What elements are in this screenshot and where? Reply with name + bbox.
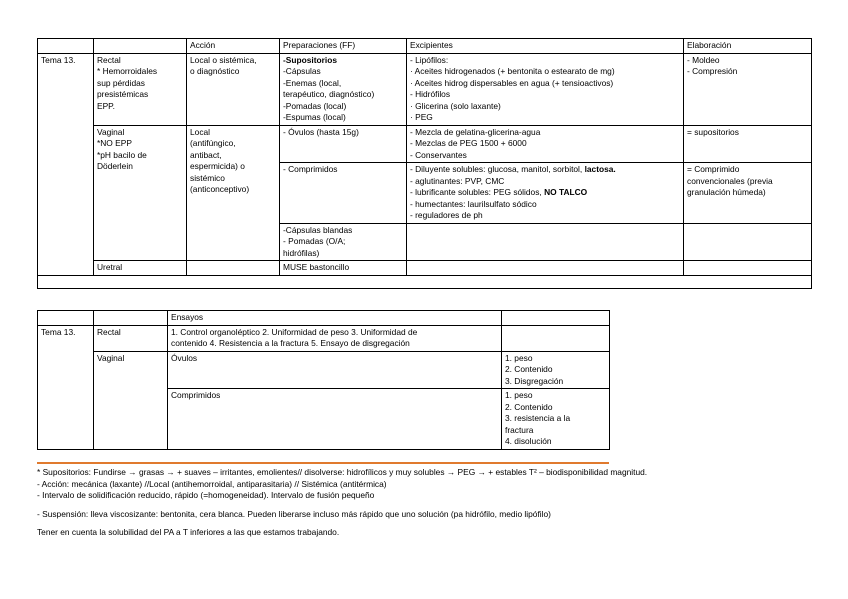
elab-line: convencionales (previa (687, 175, 773, 186)
via-line: * Hemorroidales (97, 66, 158, 76)
prep-line: -Cápsulas (283, 66, 321, 76)
via-line: Vaginal (97, 352, 125, 363)
accion-line: (anticonceptivo) (190, 184, 250, 194)
header-cell (38, 311, 94, 326)
ensayo-item: 3. Disgregación (505, 375, 564, 386)
excipientes-ovulos (407, 125, 684, 163)
header-excipientes: Excipientes (407, 39, 684, 54)
prep-line: -Espumas (local) (283, 112, 346, 122)
ensayos-rectal (168, 325, 502, 351)
exc-line: - reguladores de ph (410, 210, 483, 220)
exc-text: - Diluyente solubles: glucosa, manitol, sorbitol, (410, 164, 585, 174)
ovulos-label-cell (168, 351, 502, 389)
exc-line (410, 164, 680, 176)
table-row-rectal (38, 53, 812, 125)
via-line: Rectal (97, 54, 121, 65)
preparations-table (37, 38, 812, 289)
exc-line: - Mezcla de gelatina-glicerina-agua (410, 126, 541, 137)
prep-ovulos (280, 125, 407, 163)
ensayo-line: contenido 4. Resistencia a la fractura 5. Ensayo de disgregación (171, 338, 410, 348)
ensayo-item: 4. disolución (505, 436, 552, 446)
accion-line: sistémico (190, 172, 225, 183)
table-header-row (38, 311, 610, 326)
elaboracion-uretral (684, 261, 812, 276)
via-line: *NO EPP (97, 138, 132, 148)
exc-bold: lactosa. (584, 164, 616, 174)
elab-line: - Moldeo (687, 54, 720, 65)
ensayo-item: 1. peso (505, 390, 533, 400)
elab-line: - Compresión (687, 66, 738, 76)
prep-line-bold: -Supositorios (283, 54, 337, 65)
spacer-cell (38, 275, 812, 288)
header-accion: Acción (187, 39, 280, 54)
ovulos-items (502, 351, 610, 389)
ensayo-line: 1. Control organoléptico 2. Uniformidad de peso 3. Uniformidad de (171, 326, 418, 337)
comprimidos-label-cell (168, 389, 502, 450)
via-line: *pH bacilo de (97, 149, 147, 160)
exc-line: - Hidrófilos (410, 89, 451, 99)
elaboracion-comprimidos (684, 163, 812, 224)
note-line: - Acción: mecánica (laxante) //Local (antihemorroidal, antiparasitaria) // Sistémica (antitérmica) (37, 478, 387, 489)
via-vaginal (94, 125, 187, 261)
header-cell (94, 39, 187, 54)
accion-uretral (187, 261, 280, 276)
header-cell (94, 311, 168, 326)
accion-line: Local o sistémica, (190, 54, 257, 65)
table-header-row (38, 39, 812, 54)
elaboracion-otros (684, 223, 812, 261)
prep-line: -Enemas (local, (283, 77, 342, 88)
excipientes-otros (407, 223, 684, 261)
via-line: Vaginal (97, 126, 125, 137)
tema-cell (38, 53, 94, 275)
header-preparaciones: Preparaciones (FF) (280, 39, 407, 54)
header-cell (38, 39, 94, 54)
tema-label: Tema 13. (41, 326, 76, 337)
header-elaboracion: Elaboración (684, 39, 812, 54)
ensayo-item: 1. peso (505, 352, 533, 363)
prep-line: -Cápsulas blandas (283, 224, 353, 235)
accion-line: espermicida) o (190, 161, 245, 171)
exc-line: · Aceites hidrogenados (+ bentonita o estearato de mg) (410, 66, 615, 76)
via-uretral (94, 261, 187, 276)
via-rectal (94, 53, 187, 125)
accion-line: (antifúngico, (190, 138, 236, 148)
via-line: sup pérdidas (97, 77, 145, 88)
header-ensayos: Ensayos (168, 311, 502, 326)
ovulos-label: Óvulos (171, 352, 198, 363)
elab-line: granulación húmeda) (687, 187, 766, 197)
elaboracion-rectal (684, 53, 812, 125)
ensayo-item: 2. Contenido (505, 401, 553, 412)
via-rectal (94, 325, 168, 351)
accent-line (37, 462, 609, 464)
prep-line: - Óvulos (hasta 15g) (283, 126, 359, 137)
accion-line: Local (190, 126, 211, 137)
via-vaginal (94, 351, 168, 449)
exc-line: - aglutinantes: PVP, CMC (410, 175, 505, 186)
header-cell (502, 311, 610, 326)
via-line: Rectal (97, 326, 121, 337)
prep-line: MUSE bastoncillo (283, 262, 350, 272)
tema-label: Tema 13. (41, 54, 76, 65)
exc-line: - Conservantes (410, 149, 467, 160)
excipientes-comprimidos (407, 163, 684, 224)
table-row-spacer (38, 275, 812, 288)
via-line: presistémicas (97, 89, 149, 99)
prep-line: hidrófilas) (283, 247, 320, 258)
exc-line (410, 187, 680, 199)
table-row-uretral (38, 261, 812, 276)
via-line: EPP. (97, 100, 116, 111)
prep-line: - Pomadas (O/A; (283, 236, 346, 246)
elab-line: = supositorios (687, 126, 739, 137)
exc-line: - humectantes: laurilsulfato sódico (410, 198, 537, 209)
exc-line: - Mezclas de PEG 1500 + 6000 (410, 138, 527, 148)
prep-line: terapéutico, diagnóstico) (283, 89, 375, 99)
via-line: Döderlein (97, 161, 133, 171)
prep-uretral (280, 261, 407, 276)
ensayo-item: 3. resistencia a la (505, 413, 571, 423)
tema-cell (38, 325, 94, 449)
comprimidos-items (502, 389, 610, 450)
notes-section (37, 467, 837, 539)
prep-line: -Pomadas (local) (283, 100, 347, 111)
note-line: * Supositorios: Fundirse → grasas → + suaves – irritantes, emolientes// disolverse: hidrofílicos y muy solubles → PEG → + estables T² – biodisponibilidad magnitud. (37, 467, 648, 477)
ensayos-table (37, 310, 610, 450)
prep-otros (280, 223, 407, 261)
ensayos-rectal-extra (502, 325, 610, 351)
elaboracion-ovulos (684, 125, 812, 163)
exc-line: · Aceites hidrog dispersables en agua (+ tensioactivos) (410, 77, 614, 88)
preparaciones-rectal (280, 53, 407, 125)
table-row-rectal (38, 325, 610, 351)
via-line: Uretral (97, 262, 123, 272)
ensayo-item: 2. Contenido (505, 364, 553, 374)
excipientes-rectal (407, 53, 684, 125)
prep-line: - Comprimidos (283, 164, 338, 174)
exc-line: · Glicerina (solo laxante) (410, 100, 501, 111)
exc-line: · PEG (410, 112, 433, 122)
prep-comprimidos (280, 163, 407, 224)
accion-line: o diagnóstico (190, 66, 240, 76)
comprimidos-label: Comprimidos (171, 390, 221, 400)
exc-bold: NO TALCO (544, 187, 588, 197)
elab-line: = Comprimido (687, 164, 740, 174)
note-line: - Suspensión: lleva viscosizante: bentonita, cera blanca. Pueden liberarse incluso más rápido que uno solución (pa hidrófilo, medio lipófilo) (37, 508, 551, 519)
table-row-vaginal-ovulos (38, 125, 812, 163)
accion-line: antibact, (190, 149, 222, 160)
exc-text: - lubrificante solubles: PEG sólidos, (410, 187, 545, 197)
accion-vaginal (187, 125, 280, 261)
table-row-vaginal-ovulos (38, 351, 610, 389)
accion-rectal (187, 53, 280, 125)
note-line: - Intervalo de solidificación reducido, rápido (=homogeneidad). Intervalo de fusión pequeño (37, 490, 375, 500)
note-line: Tener en cuenta la solubilidad del PA a T inferiores a las que estamos trabajando. (37, 527, 340, 537)
excipientes-uretral (407, 261, 684, 276)
ensayo-item: fractura (505, 424, 534, 435)
exc-line: - Lipófilos: (410, 54, 449, 65)
